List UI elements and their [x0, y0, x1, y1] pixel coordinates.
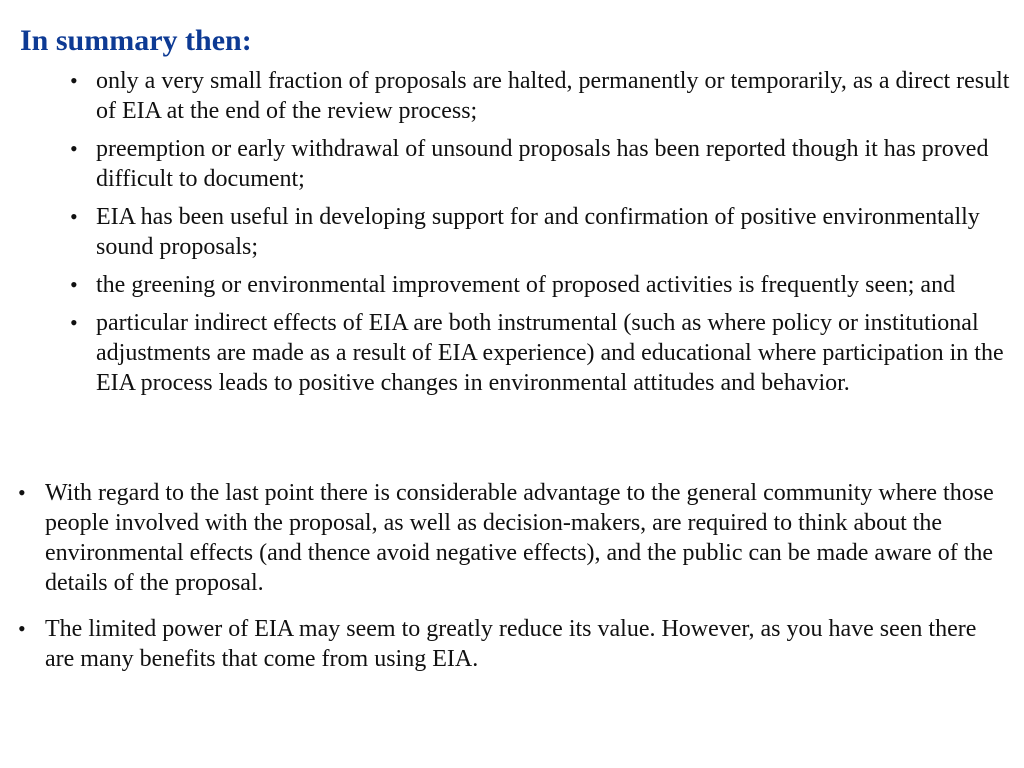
main-bullet-item: [18, 614, 1008, 674]
main-bullet-text: With regard to the last point there is considerable advantage to the general community where those people involved with the proposal, as well as decision-makers, are required to think about the environmental effects (and thence avoid negative effects), and the public can be made aware of the details of the proposal.: [45, 480, 994, 596]
sub-bullet-text: only a very small fraction of proposals are halted, permanently or temporarily, as a direct result of EIA at the end of the review process;: [96, 68, 1010, 124]
bullet-icon: •: [70, 310, 78, 335]
sub-bullet-text: preemption or early withdrawal of unsound proposals has been reported though it has proved difficult to document;: [96, 136, 989, 192]
bullet-icon: •: [70, 136, 78, 161]
bullet-icon: •: [70, 68, 78, 93]
bullet-icon: •: [70, 272, 78, 297]
sub-bullet-item: [70, 66, 1010, 126]
sub-bullet-item: [70, 202, 1010, 262]
sub-bullet-text: the greening or environmental improvement of proposed activities is frequently seen; and: [96, 272, 956, 298]
sub-bullet-text: particular indirect effects of EIA are both instrumental (such as where policy or institutional adjustments are made as a result of EIA experience) and educational where participation in the EIA process leads to positive changes in environmental attitudes and behavior.: [96, 310, 1004, 396]
bullet-icon: •: [18, 616, 26, 641]
bullet-icon: •: [18, 480, 26, 505]
sub-bullet-item: [70, 134, 1010, 194]
sub-bullet-item: [70, 308, 1010, 398]
summary-sub-list: [70, 66, 1010, 406]
slide-title: In summary then:: [20, 24, 252, 57]
main-bullet-list: [18, 478, 1008, 690]
sub-bullet-item: [70, 270, 1010, 300]
bullet-icon: •: [70, 204, 78, 229]
sub-bullet-text: EIA has been useful in developing support for and confirmation of positive environmentally sound proposals;: [96, 204, 980, 260]
main-bullet-item: [18, 478, 1008, 598]
main-bullet-text: The limited power of EIA may seem to greatly reduce its value. However, as you have seen there are many benefits that come from using EIA.: [45, 616, 977, 672]
